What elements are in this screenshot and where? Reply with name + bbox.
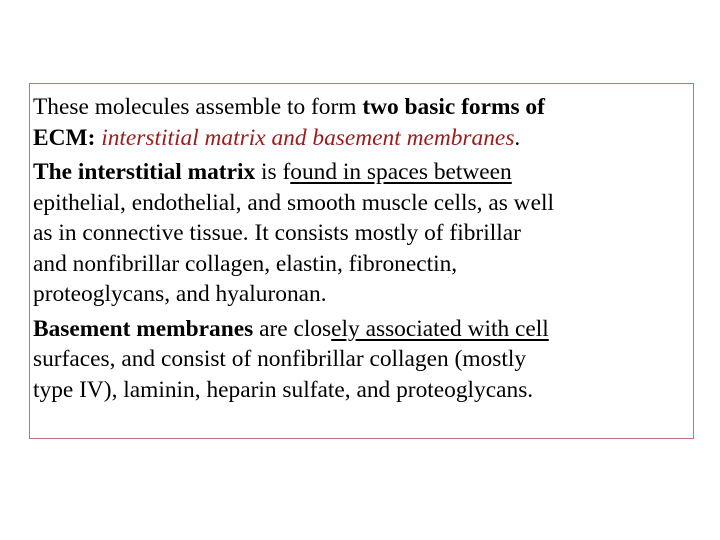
bold-phrase: The interstitial matrix: [33, 159, 256, 185]
text-run: is f: [255, 159, 291, 185]
text-run: are clos: [253, 315, 332, 342]
body-text: [33, 92, 691, 405]
bold-phrase: two basic forms of: [362, 94, 545, 120]
text-line: epithelial, endothelial, and smooth muscle cells, as well: [33, 189, 554, 216]
text-line: [33, 92, 691, 123]
text-line: as in connective tissue. It consists mostly of fibrillar: [33, 220, 521, 246]
paragraph-interstitial-matrix: [33, 157, 691, 310]
text-line: surfaces, and consist of nonfibrillar collagen (mostly: [33, 346, 527, 372]
text-line: [33, 314, 691, 345]
paragraph-basement-membranes: [33, 314, 691, 406]
bold-phrase: Basement membranes: [33, 315, 254, 342]
text-frame: [29, 83, 694, 439]
text-line: type IV), laminin, heparin sulfate, and proteoglycans.: [33, 376, 534, 403]
text-run: .: [514, 124, 521, 151]
underlined-phrase: ely associated with cell: [331, 315, 549, 342]
text-line: proteoglycans, and hyaluronan.: [33, 281, 327, 307]
emphasis-phrase: interstitial matrix and basement membranes: [101, 124, 515, 151]
bold-phrase: ECM:: [33, 124, 102, 151]
text-line: and nonfibrillar collagen, elastin, fibronectin,: [33, 250, 458, 277]
text-line: [33, 123, 691, 154]
underlined-phrase: ound in spaces between: [290, 159, 512, 185]
paragraph-ecm-forms: [33, 92, 691, 153]
text-line: [33, 157, 691, 188]
text-run: These molecules assemble to form: [33, 94, 363, 120]
